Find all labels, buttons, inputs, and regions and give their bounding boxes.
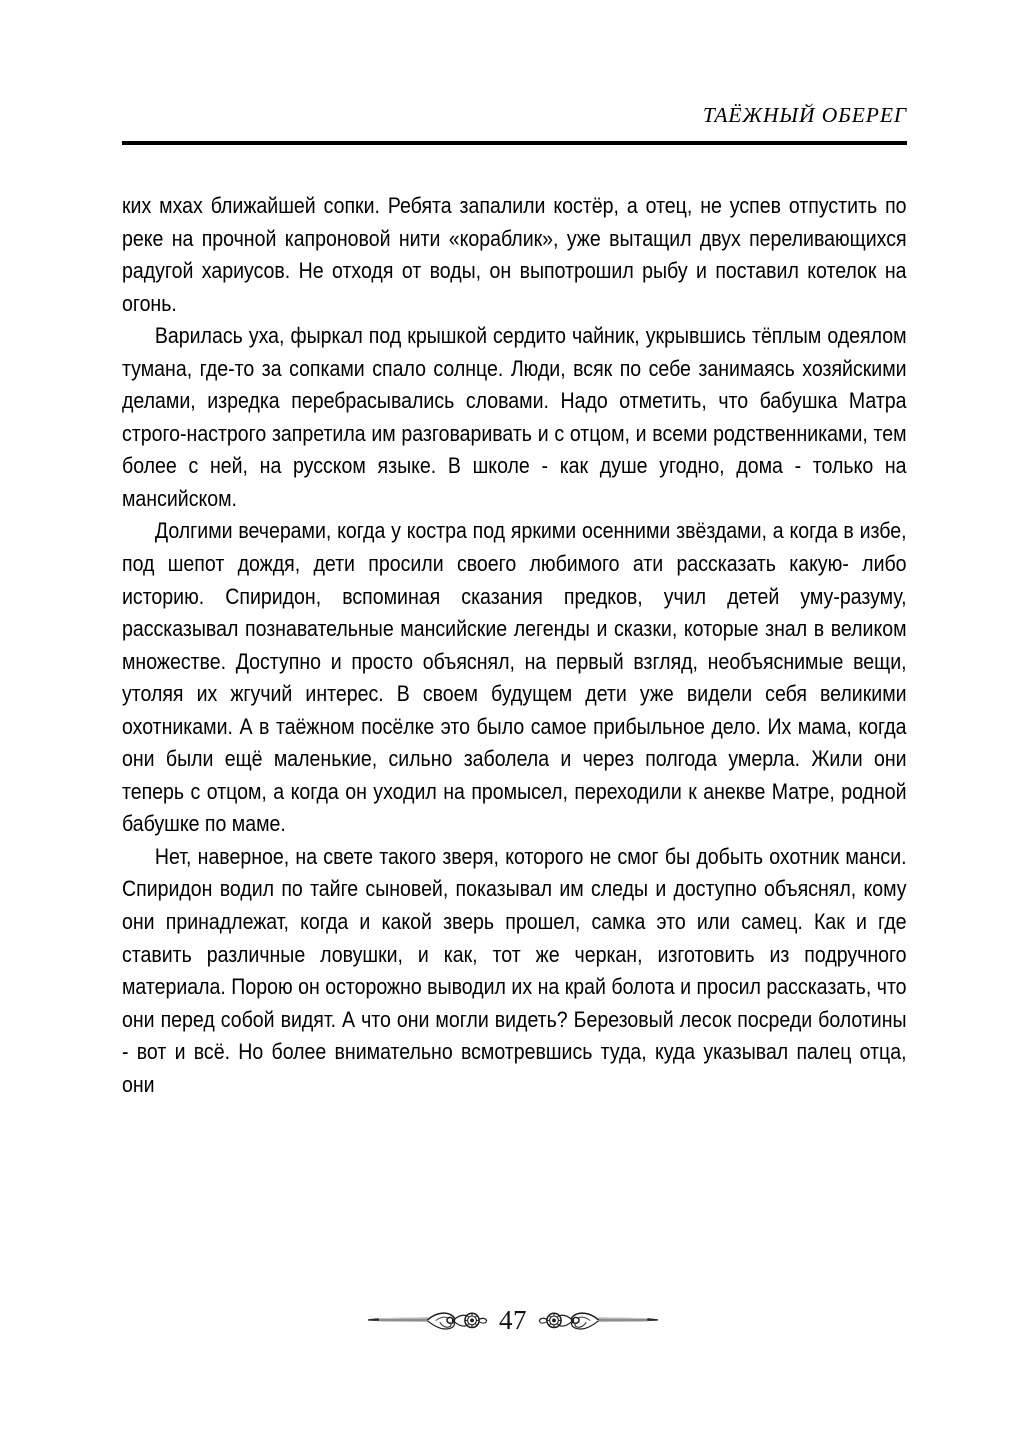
- rosette: [465, 1313, 479, 1327]
- rosette: [547, 1313, 561, 1327]
- flourish-rosette-ornament-mirrored: [538, 1305, 660, 1339]
- paragraph: Варилась уха, фыркал под крышкой сердито чайник, укрывшись тёплым одеялом тумана, где-то за сопками спало солнце. Люди, всяк по себе занимаясь хозяйскими делами, изредка перебрасывались словами. Надо отметить, что бабушка Матра строго-настрого запретила им разговаривать и с отцом, и всеми родственниками, тем более с ней, на русском языке. В школе - как душе угодно, дома - только на мансийском.: [122, 323, 907, 511]
- page-footer: [0, 1305, 1026, 1339]
- flourish-rosette-ornament: [366, 1305, 488, 1339]
- running-head: ТАЁЖНЫЙ ОБЕРЕГ: [702, 103, 907, 127]
- header-rule: [122, 141, 907, 145]
- paragraph: Долгими вечерами, когда у костра под яркими осенними звёздами, а когда в избе, под шепот дождя, дети просили своего любимого ати рассказать какую- либо историю. Спиридон, вспоминая сказания предков, учил детей уму-разуму, рассказывал познавательные мансийские легенды и сказки, которые знал в великом множестве. Доступно и просто объяснял, на первый взгляд, необъяснимые вещи, утоляя их жгучий интерес. В своем будущем дети уже видели себя великими охотниками. А в таёжном посёлке это было самое прибыльное дело. Их мама, когда они были ещё маленькие, сильно заболела и через полгода умерла. Жили они теперь с отцом, а когда он уходил на промысел, переходили к анекве Матре, родной бабушке по маме.: [122, 518, 907, 837]
- paragraph: ких мхах ближайшей сопки. Ребята запалили костёр, а отец, не успев отпустить по реке на прочной капроновой нити «кораблик», уже вытащил двух переливающихся радугой хариусов. Не отходя от воды, он выпотрошил рыбу и поставил котелок на огонь.: [122, 193, 907, 316]
- page-number: 47: [499, 1304, 527, 1335]
- paragraph: Нет, наверное, на свете такого зверя, которого не смог бы добыть охотник манси. Спиридон водил по тайге сыновей, показывал им следы и доступно объяснял, кому они принадлежат, когда и какой зверь прошел, самка это или самец. Как и где ставить различные ловушки, и как, тот же черкан, изготовить из подручного материала. Порою он осторожно выводил их на край болота и просил рассказать, что они перед собой видят. А что они могли видеть? Березовый лесок посреди болотины - вот и всё. Но более внимательно всмотревшись туда, куда указывал палец отца, они: [122, 843, 907, 1097]
- page-body-text: [122, 190, 907, 1134]
